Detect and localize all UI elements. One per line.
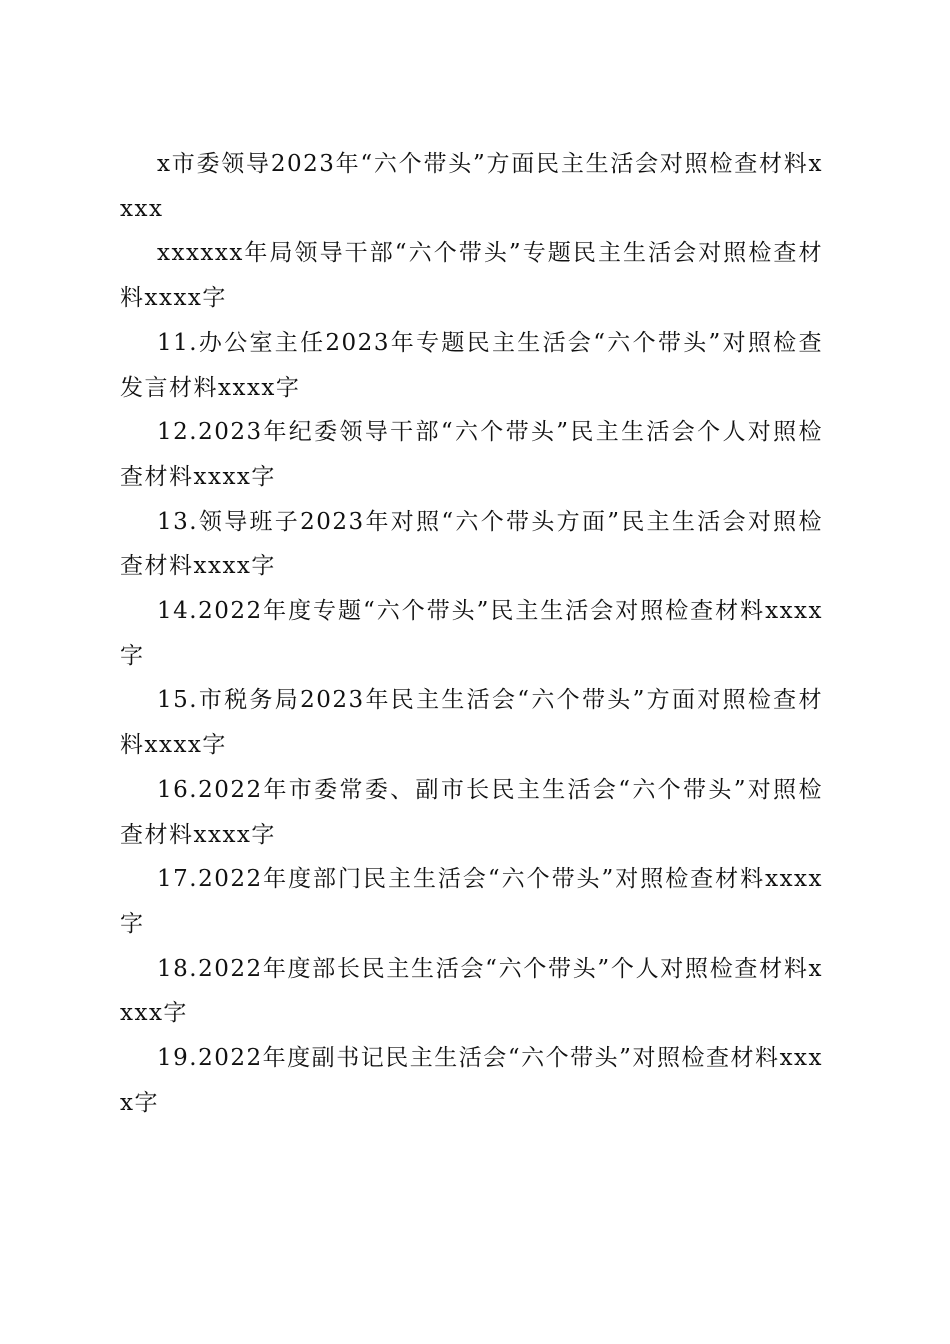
list-item: 16.2022年市委常委、副市长民主生活会“六个带头”对照检查材料xxxx字 <box>120 776 823 848</box>
list-item: xxxxxx年局领导干部“六个带头”专题民主生活会对照检查材料xxxx字 <box>120 240 823 312</box>
list-item: 12.2023年纪委领导干部“六个带头”民主生活会个人对照检查材料xxxx字 <box>120 419 823 490</box>
list-item: x市委领导2023年“六个带头”方面民主生活会对照检查材料xxxx <box>120 151 823 222</box>
document-body <box>120 142 823 1125</box>
list-item: 18.2022年度部长民主生活会“六个带头”个人对照检查材料xxxx字 <box>120 955 823 1027</box>
list-item: 19.2022年度副书记民主生活会“六个带头”对照检查材料xxxx字 <box>120 1045 823 1116</box>
list-item: 11.办公室主任2023年专题民主生活会“六个带头”对照检查发言材料xxxx字 <box>120 329 823 401</box>
list-item: 13.领导班子2023年对照“六个带头方面”民主生活会对照检查材料xxxx字 <box>120 508 823 580</box>
list-item: 15.市税务局2023年民主生活会“六个带头”方面对照检查材料xxxx字 <box>120 687 823 759</box>
list-item: 17.2022年度部门民主生活会“六个带头”对照检查材料xxxx字 <box>120 866 823 937</box>
list-item: 14.2022年度专题“六个带头”民主生活会对照检查材料xxxx字 <box>120 598 823 669</box>
